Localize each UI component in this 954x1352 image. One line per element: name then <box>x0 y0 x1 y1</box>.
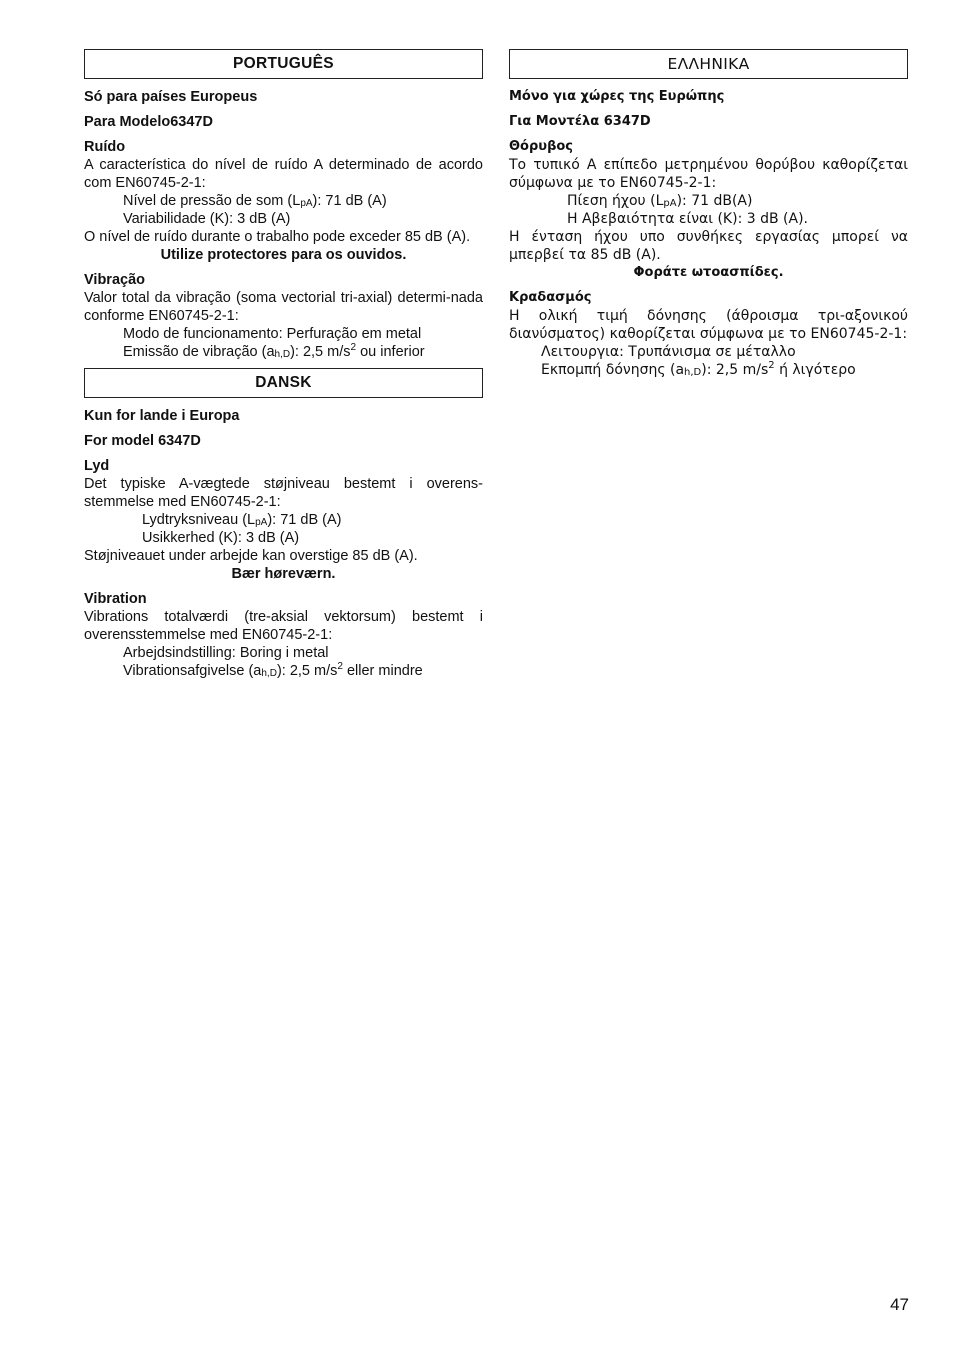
vibration-emission-line: Vibrationsafgivelse $(a_{h,D})$: 2,5 $m/s^2$ eller mindre <box>123 661 423 679</box>
section-header-danish: DANSK <box>84 368 483 398</box>
model-note: For model 6347D <box>84 433 201 449</box>
noise-exceed-text: Η ένταση ήχου υπο συνθήκες εργασίας μπορεί να μπερβεί τα 85 dB (A). <box>509 229 908 263</box>
vibration-heading: Vibration <box>84 591 147 607</box>
right-column <box>509 49 908 379</box>
model-note: Για Μοντέλα 6347D <box>509 114 651 129</box>
work-mode-line: Λειτουργια: Τρυπάνισμα σε μέταλλο <box>541 344 796 360</box>
noise-heading: Θόρυβος <box>509 139 574 154</box>
vibration-text: Valor total da vibração (soma vectorial tri-axial) determi-nada conforme EN60745-2-1: <box>84 290 483 324</box>
noise-text: A característica do nível de ruído A determinado de acordo com EN60745-2-1: <box>84 157 483 191</box>
ear-protection-note: Utilize protectores para os ouvidos. <box>160 247 407 263</box>
ear-protection-note: Bær høreværn. <box>231 566 336 582</box>
region-note: Μόνο για χώρες της Ευρώπης <box>509 89 725 104</box>
work-mode-line: Modo de funcionamento: Perfuração em metal <box>123 326 422 342</box>
noise-text: Det typiske A-vægtede støjniveau bestemt i overens-stemmelse med EN60745-2-1: <box>84 476 483 510</box>
uncertainty-line: Usikkerhed (K): 3 dB (A) <box>142 530 300 546</box>
vibration-emission-line: Εκπομπή δόνησης $(a_{h,D})$: 2,5 $m/s^2$ ή λιγότερο <box>541 360 856 378</box>
uncertainty-line: Η Αβεβαιότητα είναι (K): 3 dB (A). <box>567 211 808 227</box>
vibration-text: Η ολική τιμή δόνησης (άθροισμα τρι-αξονικού διανύσματος) καθορίζεται σύμφωνα με το EN60745-2-1: <box>509 308 908 342</box>
section-header-portuguese: PORTUGUÊS <box>84 49 483 79</box>
noise-heading: Lyd <box>84 458 110 474</box>
page-number: 47 <box>890 1295 909 1314</box>
ear-protection-note: Φοράτε ωτοασπίδες. <box>633 265 784 280</box>
uncertainty-line: Variabilidade (K): 3 dB (A) <box>123 211 291 227</box>
left-column <box>84 49 483 680</box>
work-mode-line: Arbejdsindstilling: Boring i metal <box>123 645 329 661</box>
sound-pressure-line: Nível de pressão de som $(L_{pA})$: 71 dB (A) <box>123 193 387 209</box>
vibration-text: Vibrations totalværdi (tre-aksial vektorsum) bestemt i overensstemmelse med EN60745-2-1: <box>84 609 483 643</box>
noise-exceed-text: Støjniveauet under arbejde kan overstige 85 dB (A). <box>84 548 418 564</box>
region-note: Só para países Europeus <box>84 89 258 105</box>
vibration-emission-line: Emissão de vibração $(a_{h,D})$: 2,5 $m/s^2$ ou inferior <box>123 342 425 360</box>
sound-pressure-line: Πίεση ήχου $(L_{pA})$: 71 dB(A) <box>567 193 753 209</box>
vibration-heading: Vibração <box>84 272 145 288</box>
noise-text: Το τυπικό Α επίπεδο μετρημένου θορύβου καθορίζεται σύμφωνα με το EN60745-2-1: <box>509 157 908 191</box>
noise-exceed-text: O nível de ruído durante o trabalho pode exceder 85 dB (A). <box>84 229 471 245</box>
vibration-heading: Κραδασμός <box>509 290 592 305</box>
region-note: Kun for lande i Europa <box>84 408 240 424</box>
model-note: Para Modelo6347D <box>84 114 213 130</box>
section-header-greek: ΕΛΛΗΝΙΚΑ <box>509 49 908 79</box>
noise-heading: Ruído <box>84 139 126 155</box>
sound-pressure-line: Lydtryksniveau $(L_{pA})$: 71 dB (A) <box>142 512 342 528</box>
